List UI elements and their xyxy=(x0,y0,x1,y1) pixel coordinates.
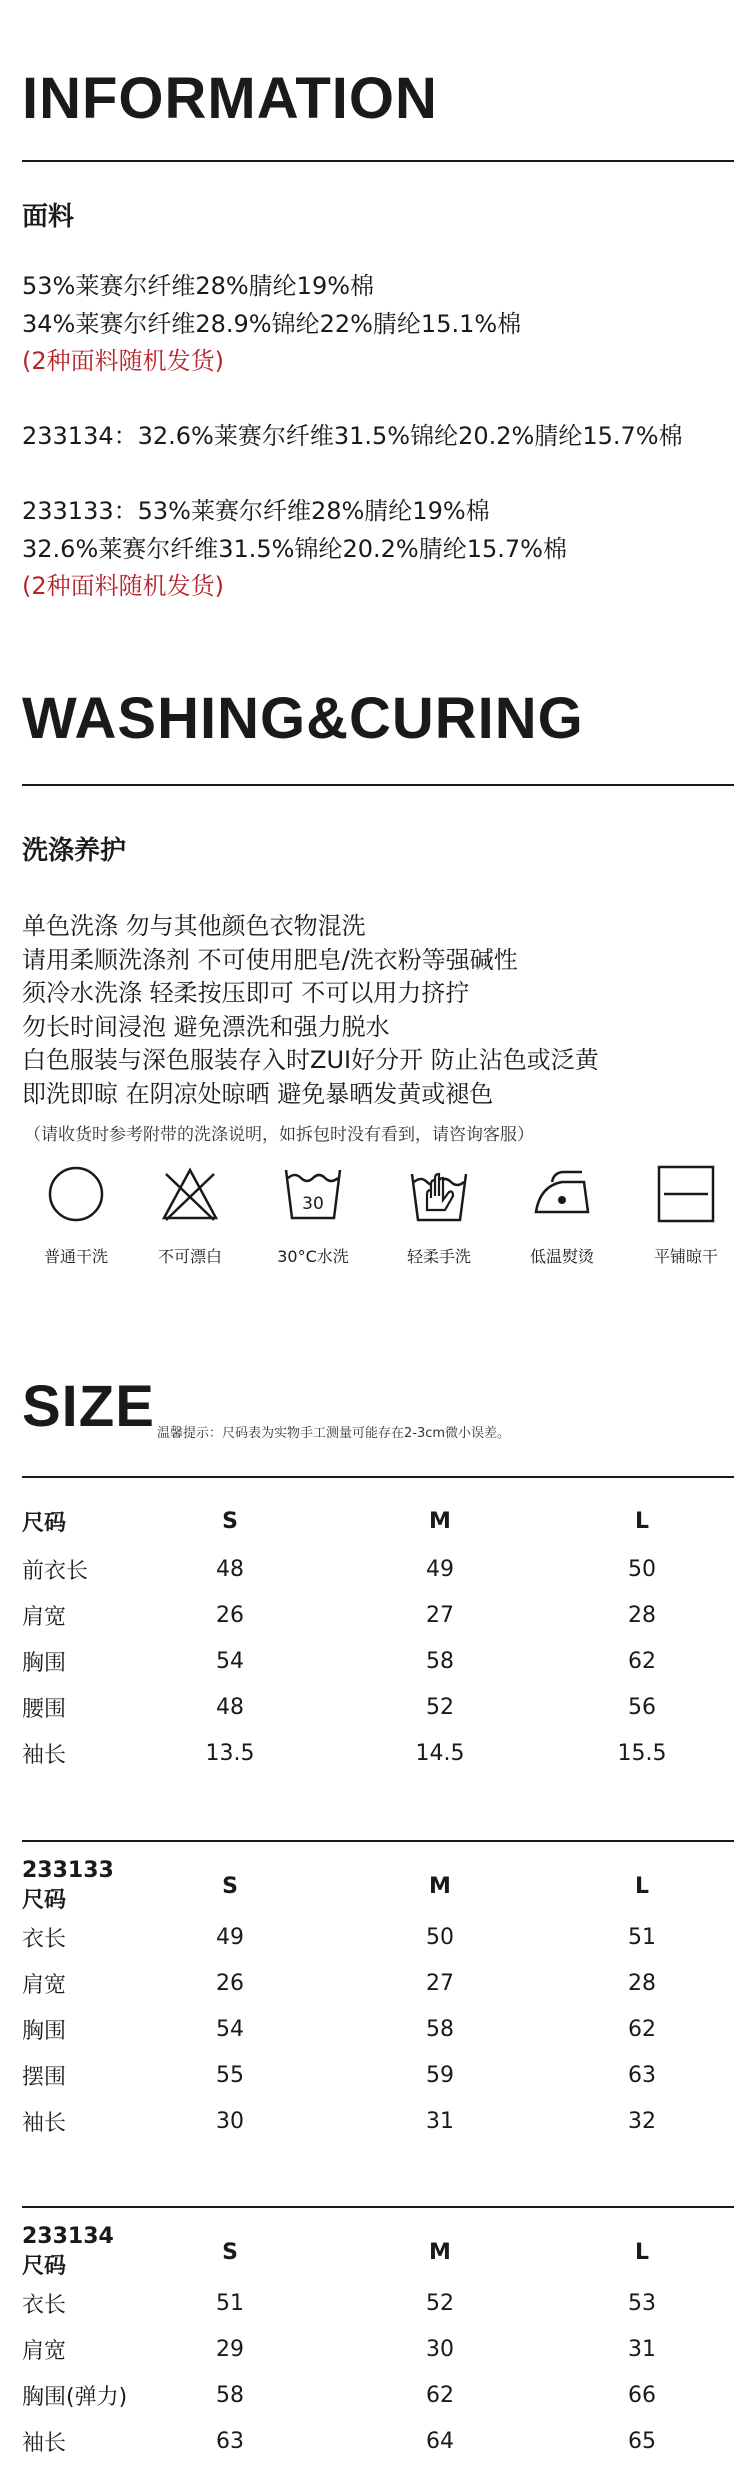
washing-line: 即洗即晾 在阴凉处晾晒 避免暴晒发黄或褪色 xyxy=(22,1079,494,1108)
cell: 50 xyxy=(426,1924,454,1950)
table-header-row xyxy=(22,1858,734,1914)
row-label: 袖长 xyxy=(22,2430,67,2456)
cell: 62 xyxy=(426,2382,454,2408)
flat-dry-icon xyxy=(656,1164,716,1224)
fabric-note: (2种面料随机发货) xyxy=(22,572,224,600)
information-divider xyxy=(22,160,734,162)
hand-wash-icon xyxy=(409,1164,469,1224)
cell: 30 xyxy=(426,2336,454,2362)
size-table-main xyxy=(22,1496,734,1776)
row-label: 肩宽 xyxy=(22,2338,67,2364)
cell: 31 xyxy=(426,2108,454,2134)
wash-30-label: 30°C水洗 xyxy=(277,1247,349,1266)
size-title: SIZE xyxy=(22,1374,155,1439)
fabric-line: 32.6%莱赛尔纤维31.5%锦纶20.2%腈纶15.7%棉 xyxy=(22,534,567,563)
table-row xyxy=(22,1730,734,1776)
header-l: L xyxy=(634,1508,650,1534)
header-s: S xyxy=(222,2239,238,2265)
cell: 48 xyxy=(216,1556,244,1582)
washing-line: 勿长时间浸泡 避免漂洗和强力脱水 xyxy=(22,1012,390,1041)
fabric-line: 233134：32.6%莱赛尔纤维31.5%锦纶20.2%腈纶15.7%棉 xyxy=(22,422,683,450)
table-row xyxy=(22,2326,734,2372)
cell: 53 xyxy=(628,2290,656,2316)
header-l: L xyxy=(634,1873,650,1899)
cell: 64 xyxy=(426,2428,454,2454)
row-label: 胸围(弹力) xyxy=(22,2384,128,2410)
cell: 62 xyxy=(628,1648,656,1674)
table-row xyxy=(22,1684,734,1730)
cell: 49 xyxy=(426,1556,454,1582)
table-row xyxy=(22,2372,734,2418)
fabric-line: 233133：53%莱赛尔纤维28%腈纶19%棉 xyxy=(22,497,490,525)
table-row xyxy=(22,1638,734,1684)
header-m: M xyxy=(429,1873,451,1899)
cell: 66 xyxy=(628,2382,656,2408)
cell: 58 xyxy=(426,2016,454,2042)
cell: 27 xyxy=(426,1602,454,1628)
cell: 51 xyxy=(216,2290,244,2316)
cell: 62 xyxy=(628,2016,656,2042)
cell: 26 xyxy=(216,1602,244,1628)
row-label: 袖长 xyxy=(22,2110,67,2136)
cell: 52 xyxy=(426,1694,454,1720)
fabric-note: (2种面料随机发货) xyxy=(22,347,224,375)
cell: 56 xyxy=(628,1694,656,1720)
cell: 28 xyxy=(628,1970,656,1996)
cell: 29 xyxy=(216,2336,244,2362)
table-row xyxy=(22,2418,734,2464)
row-label: 胸围 xyxy=(22,1650,67,1676)
header-m: M xyxy=(429,1508,451,1534)
row-label: 腰围 xyxy=(22,1696,67,1722)
cell: 58 xyxy=(216,2382,244,2408)
row-label: 肩宽 xyxy=(22,1604,67,1630)
cell: 50 xyxy=(628,1556,656,1582)
row-label: 衣长 xyxy=(22,2292,67,2318)
washing-line: 请用柔顺洗涤剂 不可使用肥皂/洗衣粉等强碱性 xyxy=(22,945,518,974)
header-label: 尺码 xyxy=(22,1510,67,1536)
size-table-233134 xyxy=(22,2224,734,2464)
washing-line: 白色服装与深色服装存入时ZUI好分开 防止沾色或泛黄 xyxy=(22,1046,599,1074)
table-header-row xyxy=(22,1496,734,1546)
no-bleach-label: 不可漂白 xyxy=(157,1247,222,1266)
header-l: L xyxy=(634,2239,650,2265)
fabric-line: 34%莱赛尔纤维28.9%锦纶22%腈纶15.1%棉 xyxy=(22,309,522,338)
size-divider xyxy=(22,1476,734,1478)
cell: 63 xyxy=(216,2428,244,2454)
header-s: S xyxy=(222,1508,238,1534)
header-label: 233133尺码 xyxy=(22,1858,114,1913)
header-s: S xyxy=(222,1873,238,1899)
cell: 55 xyxy=(216,2062,244,2088)
cell: 63 xyxy=(628,2062,656,2088)
cell: 65 xyxy=(628,2428,656,2454)
dry-clean-label: 普通干洗 xyxy=(43,1247,108,1266)
size-divider xyxy=(22,1840,734,1842)
cell: 48 xyxy=(216,1694,244,1720)
no-bleach-icon xyxy=(160,1164,220,1224)
cell: 54 xyxy=(216,2016,244,2042)
low-iron-label: 低温熨烫 xyxy=(529,1247,594,1266)
table-row xyxy=(22,1592,734,1638)
washing-line: 单色洗涤 勿与其他颜色衣物混洗 xyxy=(22,912,366,940)
low-iron-icon xyxy=(532,1164,592,1224)
cell: 26 xyxy=(216,1970,244,1996)
cell: 15.5 xyxy=(617,1740,667,1766)
table-row xyxy=(22,2280,734,2326)
fabric-subtitle: 面料 xyxy=(22,202,75,232)
table-row xyxy=(22,2052,734,2098)
row-label: 袖长 xyxy=(22,1742,67,1768)
cell: 59 xyxy=(426,2062,454,2088)
cell: 58 xyxy=(426,1648,454,1674)
fabric-line: 53%莱赛尔纤维28%腈纶19%棉 xyxy=(22,272,375,300)
washing-title: WASHING&CURING xyxy=(22,686,584,751)
size-tip: 温馨提示：尺码表为实物手工测量可能存在2-3cm微小误差。 xyxy=(157,1426,511,1441)
wash-30-icon xyxy=(283,1164,343,1224)
cell: 13.5 xyxy=(205,1740,255,1766)
washing-divider xyxy=(22,784,734,786)
cell: 27 xyxy=(426,1970,454,1996)
row-label: 前衣长 xyxy=(22,1558,89,1584)
cell: 31 xyxy=(628,2336,656,2362)
row-label: 摆围 xyxy=(22,2064,67,2090)
cell: 52 xyxy=(426,2290,454,2316)
washing-line: 须冷水洗涤 轻柔按压即可 不可以用力挤拧 xyxy=(22,979,470,1007)
cell: 14.5 xyxy=(415,1740,465,1766)
cell: 49 xyxy=(216,1924,244,1950)
wash-temp-label: 30 xyxy=(302,1194,324,1214)
size-table-233133 xyxy=(22,1858,734,2144)
header-label: 233134尺码 xyxy=(22,2224,114,2279)
header-m: M xyxy=(429,2239,451,2265)
table-row xyxy=(22,2098,734,2144)
row-label: 衣长 xyxy=(22,1926,67,1952)
cell: 32 xyxy=(628,2108,656,2134)
cell: 30 xyxy=(216,2108,244,2134)
table-row xyxy=(22,1960,734,2006)
information-title: INFORMATION xyxy=(22,66,438,131)
row-label: 肩宽 xyxy=(22,1972,67,1998)
cell: 54 xyxy=(216,1648,244,1674)
flat-dry-label: 平铺晾干 xyxy=(653,1247,718,1266)
cell: 28 xyxy=(628,1602,656,1628)
hand-wash-label: 轻柔手洗 xyxy=(406,1247,471,1266)
row-label: 胸围 xyxy=(22,2018,67,2044)
table-row xyxy=(22,2006,734,2052)
cell: 51 xyxy=(628,1924,656,1950)
washing-subtitle: 洗涤养护 xyxy=(22,836,127,866)
size-divider xyxy=(22,2206,734,2208)
dry-clean-icon xyxy=(46,1164,106,1224)
table-row xyxy=(22,1914,734,1960)
washing-note: （请收货时参考附带的洗涤说明，如拆包时没有看到，请咨询客服） xyxy=(24,1125,534,1145)
table-header-row xyxy=(22,2224,734,2280)
table-row xyxy=(22,1546,734,1592)
